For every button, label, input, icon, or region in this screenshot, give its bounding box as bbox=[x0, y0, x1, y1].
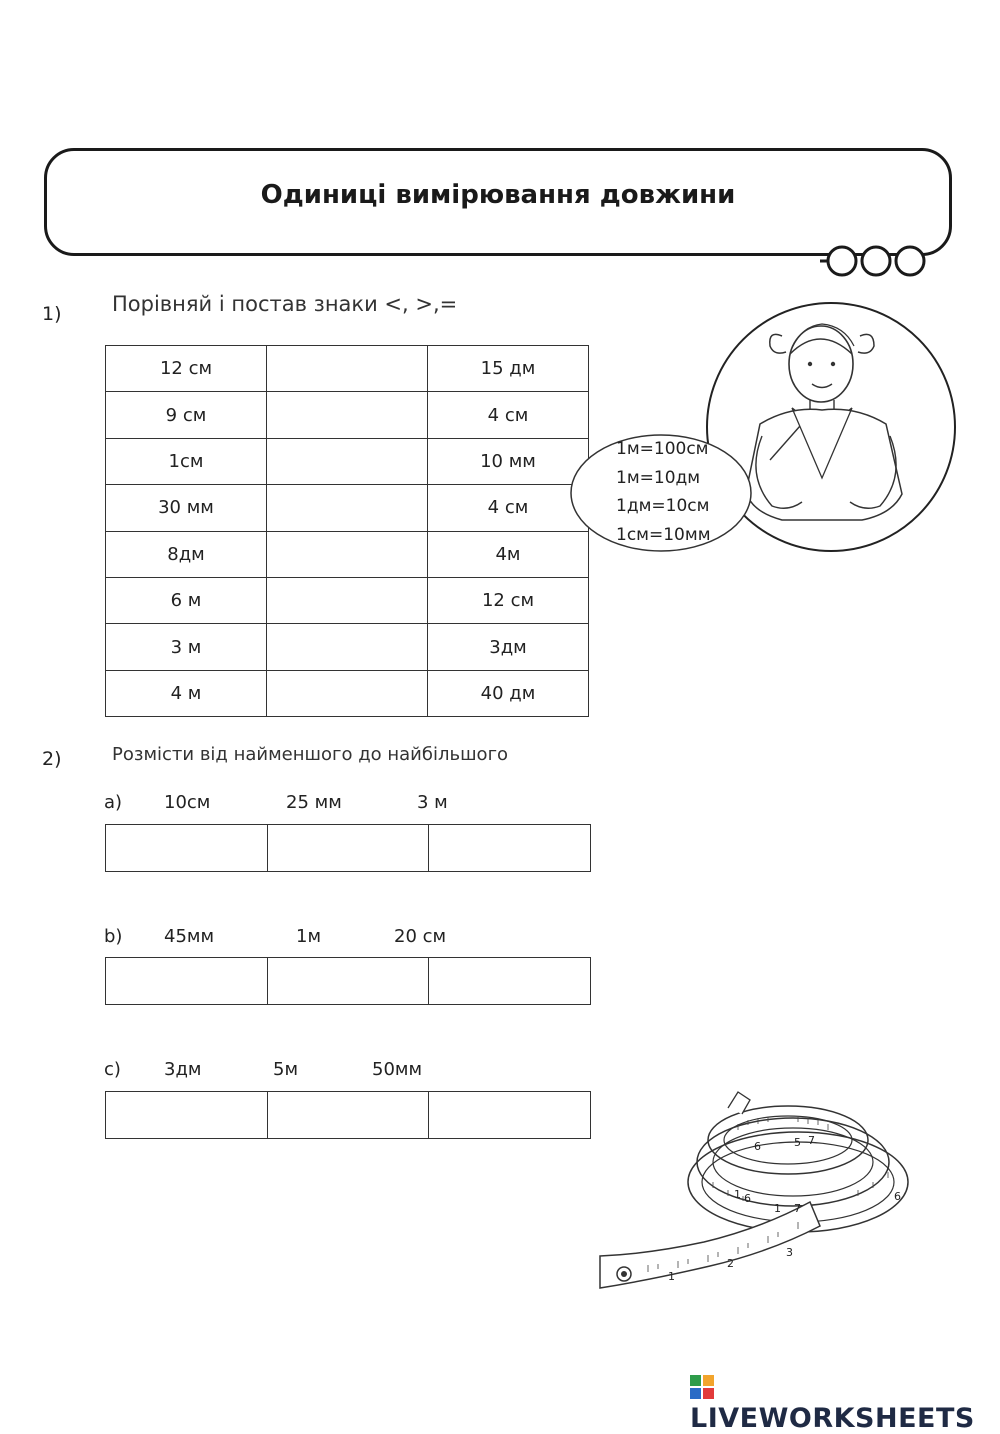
table-row bbox=[106, 392, 589, 438]
group-b-item: 20 см bbox=[394, 926, 447, 947]
dot-2 bbox=[862, 247, 890, 275]
right-value: 40 дм bbox=[428, 670, 589, 716]
order-answer-cell[interactable] bbox=[429, 958, 590, 1004]
left-value: 4 м bbox=[106, 670, 267, 716]
group-a-label: a) bbox=[104, 792, 123, 813]
table-row bbox=[106, 531, 589, 577]
logo-text: LIVEWORKSHEETS bbox=[690, 1403, 975, 1434]
banner-dots-decoration bbox=[820, 244, 932, 278]
table-row bbox=[106, 346, 589, 392]
logo-icon bbox=[690, 1375, 714, 1399]
task2-title: Розмісти від найменшого до найбільшого bbox=[112, 744, 509, 765]
table-row bbox=[106, 670, 589, 716]
left-value: 30 мм bbox=[106, 485, 267, 531]
order-answer-cell[interactable] bbox=[106, 1092, 268, 1138]
group-c-item: 50мм bbox=[372, 1059, 423, 1080]
conversion-line: 1м=100см bbox=[616, 439, 709, 459]
left-value: 9 см bbox=[106, 392, 267, 438]
order-answer-cell[interactable] bbox=[268, 825, 430, 871]
group-a-answer-row bbox=[105, 824, 591, 872]
order-answer-cell[interactable] bbox=[268, 958, 430, 1004]
group-c-item: 3дм bbox=[164, 1059, 202, 1080]
measuring-tape-illustration bbox=[598, 1062, 920, 1294]
sign-answer-cell[interactable] bbox=[267, 392, 428, 438]
right-value: 12 см bbox=[428, 577, 589, 623]
tape-number: 7 bbox=[794, 1202, 801, 1215]
task2-number: 2) bbox=[42, 748, 62, 770]
table-row bbox=[106, 624, 589, 670]
dot-3 bbox=[896, 247, 924, 275]
conversion-facts bbox=[616, 435, 711, 549]
tape-number: 1 bbox=[734, 1188, 741, 1201]
right-value: 4 см bbox=[428, 392, 589, 438]
tape-number: 6 bbox=[744, 1192, 751, 1205]
order-answer-cell[interactable] bbox=[429, 1092, 590, 1138]
order-answer-cell[interactable] bbox=[429, 825, 590, 871]
conversion-line: 1м=10дм bbox=[616, 467, 701, 488]
table-row bbox=[106, 485, 589, 531]
group-a-item: 10см bbox=[164, 792, 211, 813]
sign-answer-cell[interactable] bbox=[267, 624, 428, 670]
tape-number: 2 bbox=[727, 1257, 734, 1270]
table-row bbox=[106, 577, 589, 623]
tape-number: 7 bbox=[808, 1134, 815, 1147]
group-b-item: 1м bbox=[296, 926, 322, 947]
page-title: Одиниці вимірювання довжини bbox=[260, 180, 736, 210]
right-value: 4 см bbox=[428, 485, 589, 531]
conversion-line: 1см=10мм bbox=[616, 524, 711, 545]
right-value: 10 мм bbox=[428, 438, 589, 484]
left-value: 8дм bbox=[106, 531, 267, 577]
group-c-label: c) bbox=[104, 1059, 121, 1080]
left-value: 3 м bbox=[106, 624, 267, 670]
sign-answer-cell[interactable] bbox=[267, 438, 428, 484]
tape-number: 6 bbox=[754, 1140, 761, 1153]
sign-answer-cell[interactable] bbox=[267, 531, 428, 577]
right-value: 15 дм bbox=[428, 346, 589, 392]
group-c-item: 5м bbox=[273, 1059, 299, 1080]
tape-number: 5 bbox=[794, 1136, 801, 1149]
tape-number: 6 bbox=[894, 1190, 901, 1203]
task1-title: Порівняй і постав знаки <, >,= bbox=[112, 292, 458, 316]
sign-answer-cell[interactable] bbox=[267, 670, 428, 716]
left-value: 12 см bbox=[106, 346, 267, 392]
group-b-item: 45мм bbox=[164, 926, 215, 947]
task1-number: 1) bbox=[42, 303, 62, 325]
right-value: 4м bbox=[428, 531, 589, 577]
group-b-label: b) bbox=[104, 926, 123, 947]
right-value: 3дм bbox=[428, 624, 589, 670]
comparison-table bbox=[105, 345, 589, 717]
table-row bbox=[106, 438, 589, 484]
group-a-item: 3 м bbox=[417, 792, 448, 813]
left-value: 6 м bbox=[106, 577, 267, 623]
sign-answer-cell[interactable] bbox=[267, 346, 428, 392]
group-b-answer-row bbox=[105, 957, 591, 1005]
tape-number: 3 bbox=[786, 1246, 793, 1259]
group-a-item: 25 мм bbox=[286, 792, 342, 813]
group-c-answer-row bbox=[105, 1091, 591, 1139]
liveworksheets-logo bbox=[690, 1372, 1000, 1434]
dot-1 bbox=[828, 247, 856, 275]
order-answer-cell[interactable] bbox=[106, 958, 268, 1004]
conversion-line: 1дм=10см bbox=[616, 496, 710, 516]
order-answer-cell[interactable] bbox=[106, 825, 268, 871]
left-value: 1см bbox=[106, 438, 267, 484]
tape-number: 1 bbox=[668, 1270, 675, 1283]
sign-answer-cell[interactable] bbox=[267, 485, 428, 531]
order-answer-cell[interactable] bbox=[268, 1092, 430, 1138]
tape-number: 1 bbox=[774, 1202, 781, 1215]
sign-answer-cell[interactable] bbox=[267, 577, 428, 623]
